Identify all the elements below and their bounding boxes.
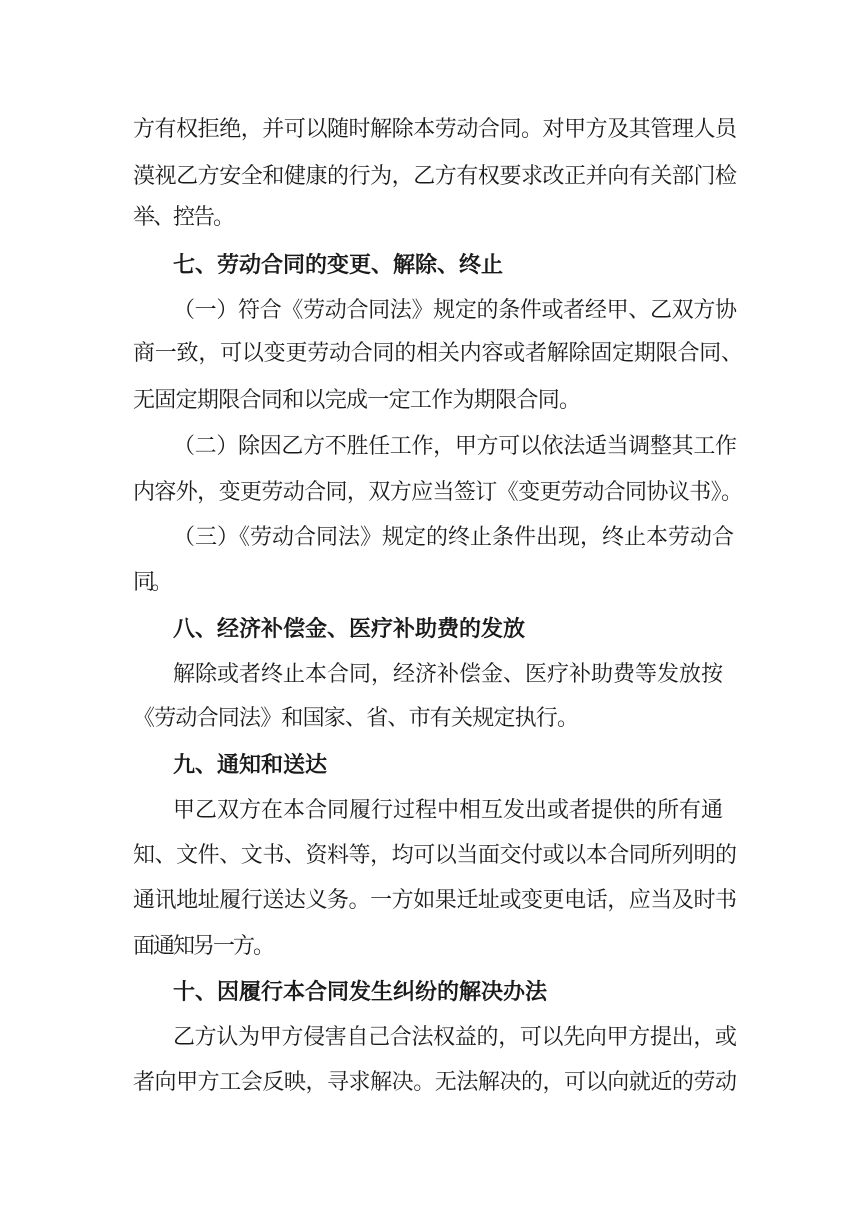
body-line: 乙方认为甲方侵害自己合法权益的，可以先向甲方提出，或 — [173, 1025, 737, 1050]
body-line: 者向甲方工会反映，寻求解决。无法解决的，可以向就近的劳动 — [133, 1070, 737, 1095]
body-line: （三）《劳动合同法》规定的终止条件出现，终止本劳动合 — [173, 525, 735, 550]
body-line: 漠视乙方安全和健康的行为，乙方有权要求改正并向有关部门检 — [133, 164, 737, 189]
body-line: 面通知另一方。 — [133, 934, 274, 959]
body-line: 同。 — [133, 570, 170, 595]
body-line: 解除或者终止本合同，经济补偿金、医疗补助费等发放按 — [173, 662, 724, 687]
body-line: 通讯地址履行送达义务。一方如果迁址或变更电话，应当及时书 — [133, 888, 737, 913]
body-line: （二）除因乙方不胜任工作，甲方可以依法适当调整其工作 — [173, 434, 737, 459]
body-line: 甲乙双方在本合同履行过程中相互发出或者提供的所有通 — [173, 798, 724, 823]
body-line: 知、文件、文书、资料等，均可以当面交付或以本合同所列明的 — [133, 843, 737, 868]
body-line: 无固定期限合同和以完成一定工作为期限合同。 — [133, 388, 581, 413]
body-line: 方有权拒绝，并可以随时解除本劳动合同。对甲方及其管理人员 — [133, 117, 737, 142]
section-heading: 七、劳动合同的变更、解除、终止 — [173, 253, 504, 278]
body-line: 举、控告。 — [133, 205, 234, 230]
body-line: （一）符合《劳动合同法》规定的条件或者经甲、乙双方协 — [173, 298, 737, 323]
body-line: 《劳动合同法》和国家、省、市有关规定执行。 — [133, 706, 579, 731]
body-line: 内容外，变更劳动合同，双方应当签订《变更劳动合同协议书》。 — [133, 480, 743, 505]
section-heading: 八、经济补偿金、医疗补助费的发放 — [173, 617, 526, 642]
section-heading: 十、因履行本合同发生纠纷的解决办法 — [173, 980, 548, 1005]
body-line: 商一致，可以变更劳动合同的相关内容或者解除固定期限合同、 — [133, 341, 743, 366]
section-heading: 九、通知和送达 — [173, 753, 328, 778]
